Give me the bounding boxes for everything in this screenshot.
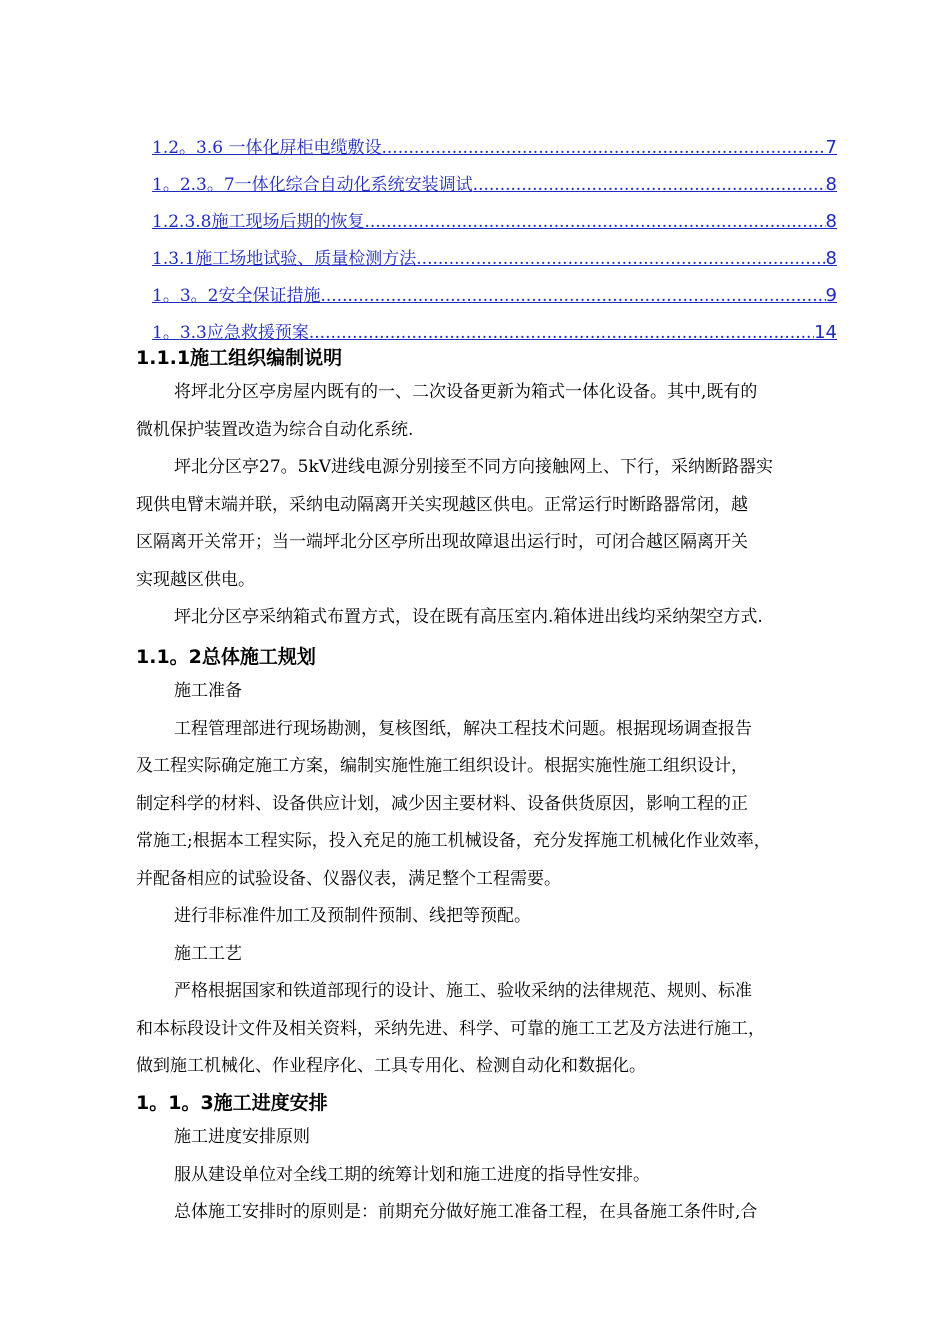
text-line: 服从建设单位对全线工期的统筹计划和施工进度的指导性安排。 (174, 1164, 650, 1185)
toc-leader-dots (320, 286, 825, 306)
text-line: 将坪北分区亭房屋内既有的一、二次设备更新为箱式一体化设备。其中,既有的 (174, 382, 758, 402)
toc-entry[interactable] (152, 121, 837, 158)
subheading: 施工进度安排原则 (174, 1127, 310, 1147)
toc-leader-dots (473, 175, 826, 195)
text-line: 常施工;根据本工程实际，投入充足的施工机械设备，充分发挥施工机械化作业效率， (136, 831, 771, 851)
toc-entry-title[interactable]: 1。3。2安全保证措施 (152, 286, 321, 306)
paragraph (136, 374, 856, 637)
toc-entry-title[interactable]: 1.3.1施工场地试验、质量检测方法 (152, 249, 417, 269)
paragraph (136, 1119, 856, 1232)
text-line: 及工程实际确定施工方案，编制实施性施工组织设计。根据实施性施工组织设计， (136, 756, 748, 776)
text-line: 制定科学的材料、设备供应计划，减少因主要材料、设备供货原因，影响工程的正 (136, 793, 748, 814)
text-line: 进行非标准件加工及预制件预制、线把等预配。 (174, 906, 531, 926)
toc-entry-page[interactable]: 8 (825, 211, 837, 232)
text-line: 总体施工安排时的原则是：前期充分做好施工准备工程，在具备施工条件时,合 (174, 1202, 758, 1222)
section-heading: 1.1.1施工组织编制说明 (136, 347, 343, 369)
text-line: 坪北分区亭采纳箱式布置方式，设在既有高压室内.箱体进出线均采纳架空方式. (174, 607, 763, 627)
text-line: 做到施工机械化、作业程序化、工具专用化、检测自动化和数据化。 (136, 1056, 646, 1076)
toc-entry[interactable] (152, 306, 837, 343)
toc-entry-page[interactable]: 9 (825, 285, 837, 306)
toc-entry[interactable] (152, 158, 837, 195)
toc-leader-dots (364, 212, 825, 232)
toc-entry[interactable] (152, 232, 837, 269)
toc-leader-dots (381, 138, 825, 158)
toc-entry-page[interactable]: 8 (825, 174, 837, 195)
text-line: 区隔离开关常开；当一端坪北分区亭所出现故障退出运行时，可闭合越区隔离开关 (136, 532, 748, 552)
toc-leader-dots (416, 249, 825, 269)
toc-entry-page[interactable]: 8 (825, 248, 837, 269)
toc-entry-title[interactable]: 1.2.3.8施工现场后期的恢复 (152, 212, 365, 232)
section-heading: 1.1。2总体施工规划 (136, 646, 316, 668)
table-of-contents (152, 121, 837, 343)
toc-entry-title[interactable]: 1.2。3.6 一体化屏柜电缆敷设 (152, 138, 382, 158)
toc-entry-title[interactable]: 1。3.3应急救援预案 (152, 323, 309, 343)
paragraph (136, 673, 856, 1086)
text-line: 和本标段设计文件及相关资料，采纳先进、科学、可靠的施工工艺及方法进行施工， (136, 1018, 765, 1039)
toc-entry-page[interactable]: 7 (825, 137, 837, 158)
text-line: 实现越区供电。 (136, 569, 255, 590)
text-line: 坪北分区亭27。5kV进线电源分别接至不同方向接触网上、下行，采纳断路器实 (174, 457, 774, 477)
toc-entry[interactable] (152, 195, 837, 232)
text-line: 并配备相应的试验设备、仪器仪表，满足整个工程需要。 (136, 868, 561, 889)
subheading: 施工准备 (174, 681, 242, 701)
subheading: 施工工艺 (174, 943, 242, 964)
toc-entry-title[interactable]: 1。2.3。7一体化综合自动化系统安装调试 (152, 175, 473, 195)
toc-entry-page[interactable]: 14 (814, 322, 837, 343)
text-line: 微机保护装置改造为综合自动化系统. (136, 419, 414, 440)
text-line: 严格根据国家和铁道部现行的设计、施工、验收采纳的法律规范、规则、标准 (174, 981, 752, 1001)
text-line: 现供电臂末端并联，采纳电动隔离开关实现越区供电。正常运行时断路器常闭，越 (136, 494, 748, 515)
section-heading: 1。1。3施工进度安排 (136, 1092, 328, 1114)
toc-leader-dots (309, 323, 814, 343)
text-line: 工程管理部进行现场勘测，复核图纸，解决工程技术问题。根据现场调查报告 (174, 718, 752, 739)
toc-entry[interactable] (152, 269, 837, 306)
